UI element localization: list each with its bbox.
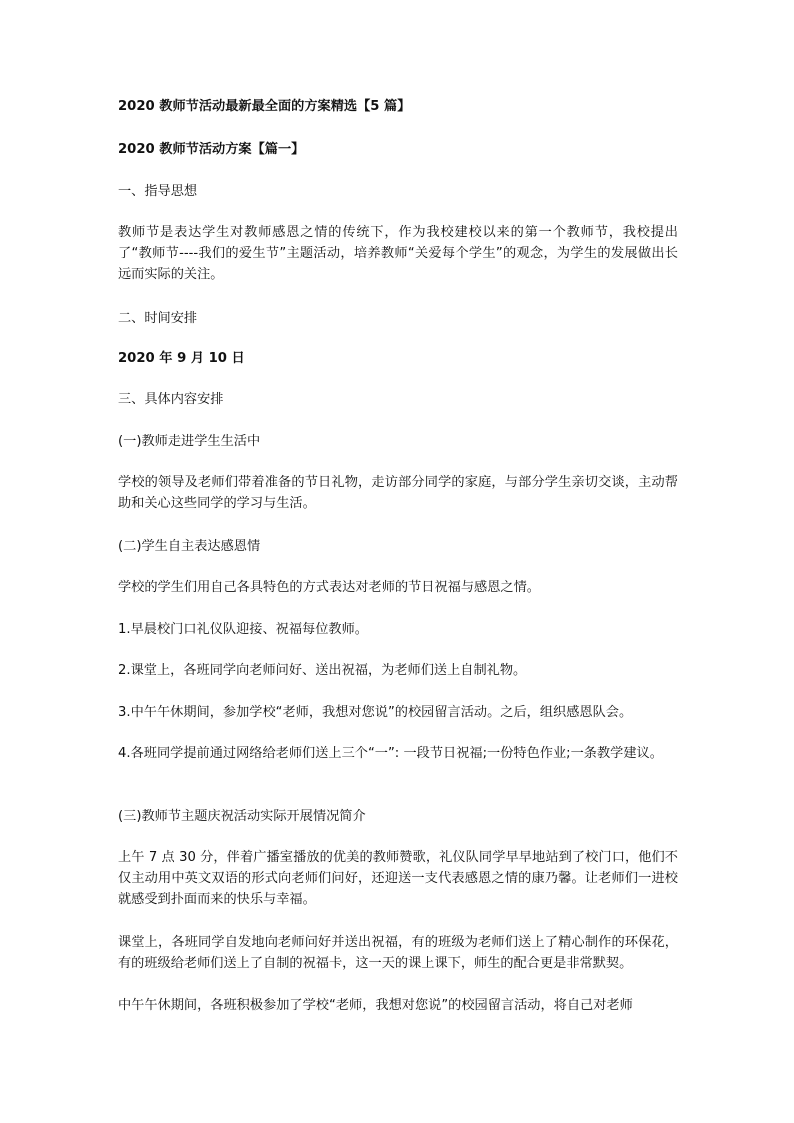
subheading-teachers-visit: (一)教师走进学生生活中 bbox=[118, 434, 261, 449]
paragraph-students-gratitude: 学校的学生们用自己各具特色的方式表达对老师的节日祝福与感恩之情。 bbox=[118, 580, 540, 595]
paragraph-guiding-ideology: 教师节是表达学生对教师感恩之情的传统下，作为我校建校以来的第一个教师节，我校提出了“教师节----我们的爱生节”主题活动，培养教师“关爱每个学生”的观念，为学生的发展做出长远而实际的关注。 bbox=[118, 225, 678, 282]
list-item-2: 2.课堂上，各班同学向老师问好、送出祝福，为老师们送上自制礼物。 bbox=[118, 663, 527, 678]
document-title: 2020 教师节活动最新最全面的方案精选【5 篇】 bbox=[118, 99, 411, 114]
heading-schedule: 二、时间安排 bbox=[118, 311, 198, 326]
list-item-3: 3.中午午休期间，参加学校“老师，我想对您说”的校园留言活动。之后，组织感恩队会。 bbox=[118, 705, 633, 720]
list-item-1: 1.早晨校门口礼仪队迎接、祝福每位教师。 bbox=[118, 622, 368, 637]
section-subtitle: 2020 教师节活动方案【篇一】 bbox=[118, 142, 305, 157]
heading-content: 三、具体内容安排 bbox=[118, 392, 224, 407]
paragraph-morning: 上午 7 点 30 分，伴着广播室播放的优美的教师赞歌，礼仪队同学早早地站到了校门口，他们不仅主动用中英文双语的形式向老师们问好，还迎送一支代表感恩之情的康乃馨。让老师们一进校就感受到扑面而来的快乐与幸福。 bbox=[118, 850, 678, 907]
paragraph-noon: 中午午休期间，各班积极参加了学校“老师，我想对您说”的校园留言活动，将自己对老师 bbox=[118, 998, 633, 1013]
paragraph-teachers-visit: 学校的领导及老师们带着准备的节日礼物，走访部分同学的家庭，与部分学生亲切交谈，主动帮助和关心这些同学的学习与生活。 bbox=[118, 475, 678, 511]
schedule-date: 2020 年 9 月 10 日 bbox=[118, 351, 245, 366]
subheading-activity-summary: (三)教师节主题庆祝活动实际开展情况简介 bbox=[118, 809, 366, 824]
subheading-students-gratitude: (二)学生自主表达感恩情 bbox=[118, 539, 261, 554]
list-item-4: 4.各班同学提前通过网络给老师们送上三个“一”: 一段节日祝福;一份特色作业;一条教学建议。 bbox=[118, 746, 663, 761]
heading-guiding-ideology: 一、指导思想 bbox=[118, 184, 198, 199]
paragraph-classroom: 课堂上，各班同学自发地向老师问好并送出祝福，有的班级为老师们送上了精心制作的环保花，有的班级给老师们送上了自制的祝福卡，这一天的课上课下，师生的配合更是非常默契。 bbox=[118, 935, 678, 971]
